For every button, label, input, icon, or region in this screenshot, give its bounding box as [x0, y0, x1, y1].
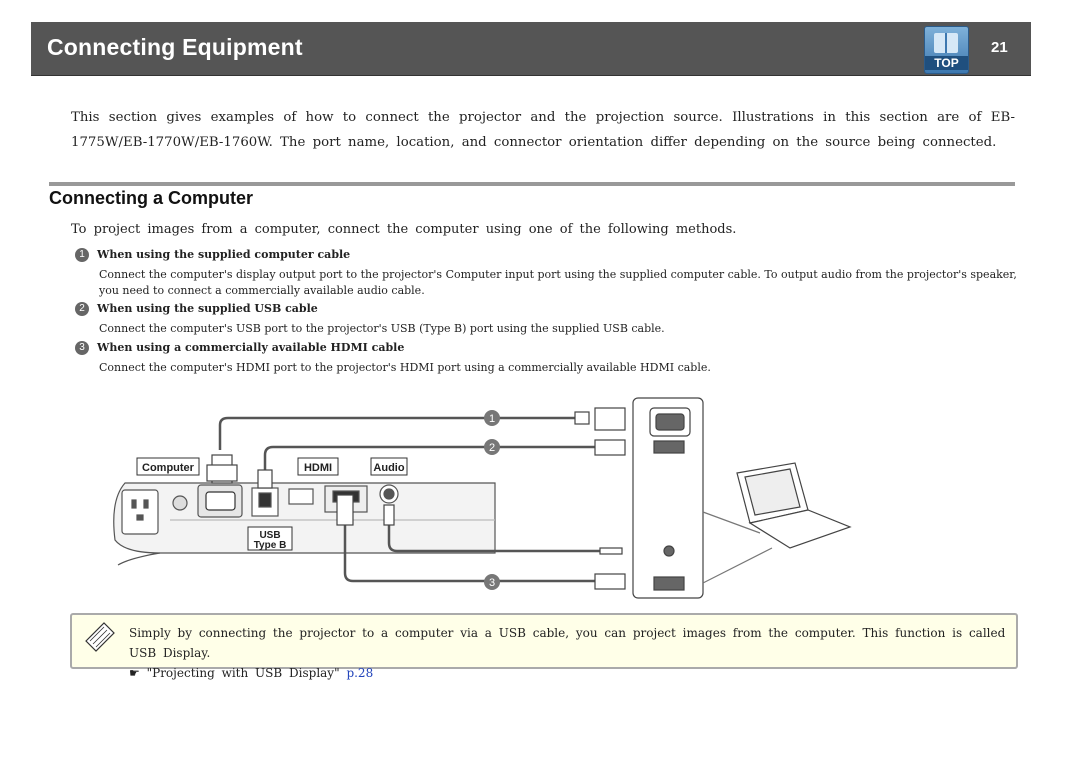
label-usb: USB [259, 530, 281, 541]
callout-3: 3 [488, 577, 496, 589]
callout-1: 1 [488, 413, 496, 425]
pencil-note-icon [82, 619, 118, 653]
laptop-illustration [703, 463, 850, 583]
label-hdmi: HDMI [303, 462, 333, 474]
note-text [129, 623, 1009, 683]
label-computer: Computer [142, 462, 194, 474]
method-body-2: Connect the computer's USB port to the projector's USB (Type B) port using the supplied USB cable. [99, 322, 665, 335]
note-reference: "Projecting with USB Display" [146, 666, 340, 680]
section-lead: To project images from a computer, connect the computer using one of the following methods. [71, 222, 737, 237]
label-audio: Audio [373, 462, 405, 474]
method-heading-3: When using a commercially available HDMI cable [97, 341, 405, 354]
method-heading-1: When using the supplied computer cable [97, 248, 351, 261]
page-title: Connecting Equipment [47, 34, 303, 60]
projector-illustration [114, 483, 495, 565]
computer-cable [220, 418, 575, 450]
pointing-hand-icon: ☛ [129, 666, 140, 680]
method-body-3: Connect the computer's HDMI port to the projector's HDMI port using a commercially available HDMI cable. [99, 361, 711, 374]
laptop-port-panel [633, 398, 703, 598]
intro-paragraph: This section gives examples of how to connect the projector and the projection source. Illustrations in this section are of EB-1775W/EB-1770W/EB-1760W. The port name, location, and connector orientation differ depending on the source being connected. [71, 110, 1015, 150]
method-number-2: 2 [75, 302, 89, 316]
note-body: Simply by connecting the projector to a computer via a USB cable, you can project images from the computer. This function is called USB Display. [129, 626, 1006, 660]
section-title: Connecting a Computer [49, 188, 254, 208]
note-page-link[interactable]: p.28 [346, 666, 374, 680]
page-number: 21 [991, 39, 1008, 56]
method-number-3: 3 [75, 341, 89, 355]
top-button-label: TOP [925, 56, 968, 70]
note-box [70, 613, 1018, 680]
method-number-1: 1 [75, 248, 89, 262]
method-body-1: Connect the computer's display output port to the projector's Computer input port using the supplied computer cable. To output audio from the projector's speaker, you need to connect a commercially available audio cable. [99, 268, 1017, 297]
label-usb-type-b: Type B [253, 540, 287, 551]
method-heading-2: When using the supplied USB cable [97, 302, 318, 315]
callout-2: 2 [488, 442, 496, 454]
